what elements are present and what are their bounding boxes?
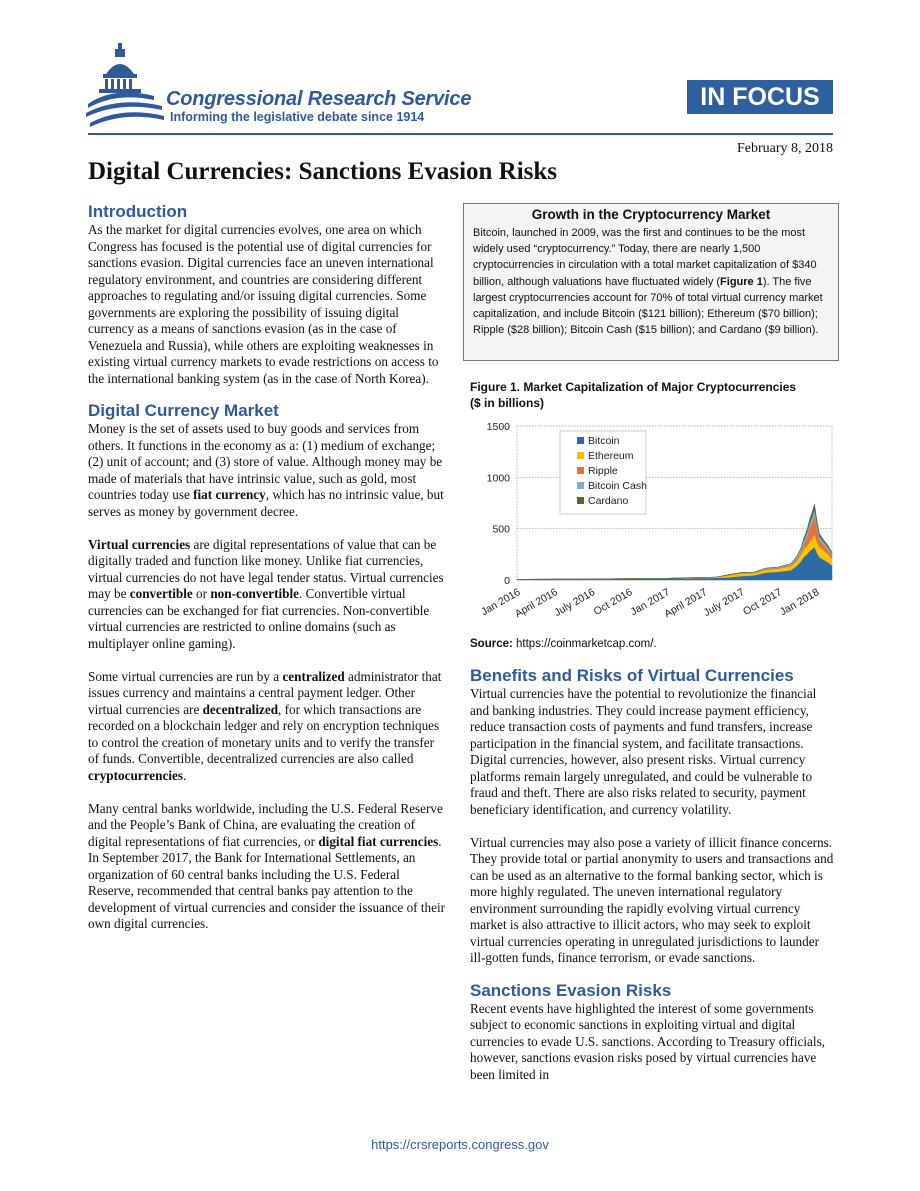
- figure-caption: Figure 1. Market Capitalization of Major Cryptocurrencies ($ in billions): [470, 380, 797, 410]
- org-name: Congressional Research Service: [166, 88, 472, 110]
- intro-paragraph: As the market for digital currencies evolves, one area on which Congress has focused is the potential use of digital currencies for sanctions evasion. Digital currencies face an uneven international regulatory environment, and countries are considering different approaches to regulating and/or issuing digital currencies. Some governments are exploring the possibility of issuing digital currency as a means of sanctions evasion (as in the case of Venezuela and Russia), while others are exploiting weaknesses in existing virtual currency markets to evade restrictions on access to the international banking system (as in the case of North Korea).: [88, 222, 439, 386]
- term-cryptocurrencies: cryptocurrencies: [88, 767, 183, 783]
- source-url: https://coinmarketcap.com/.: [512, 638, 657, 650]
- text-run: Money is the set of assets used to buy goods and services from others. It functions in the economy as a: (1) medium of exchange; (2) unit of account; and (3) store of value. Although money may be made of materials that have intrinsic value, such as gold, most countries today use: [88, 421, 443, 502]
- virtual-currencies-paragraph: [88, 537, 448, 653]
- text-run: or: [192, 586, 211, 601]
- in-focus-badge: IN FOCUS: [687, 80, 833, 114]
- chart-areas: [517, 504, 832, 580]
- capitol-dome-logo-icon: [84, 40, 168, 130]
- sanctions-heading: Sanctions Evasion Risks: [470, 980, 672, 1000]
- legend-swatch: [577, 437, 584, 444]
- benefits-heading: Benefits and Risks of Virtual Currencies: [470, 666, 794, 685]
- money-paragraph: [88, 421, 448, 520]
- left-column: [88, 202, 448, 933]
- right-column: [470, 666, 834, 1083]
- chart-y-axis: [487, 421, 511, 587]
- text-run: administrator that issues currency and maintains a central payment ledger. Other virtual currencies are: [88, 668, 442, 717]
- central-banks-paragraph: [88, 801, 448, 933]
- benefits-paragraph-1: Virtual currencies have the potential to revolutionize the financial and banking industries. They could increase payment efficiency, reduce transaction costs of payments and fund transfers, increase participation in the financial system, and facilitate transactions. Digital currencies, however, also present risks. Virtual currency platforms remain largely unregulated, and could be vulnerable to fraud and theft. There are also risks related to security, payment beneficiary identification, and currency volatility.: [470, 686, 817, 817]
- header-rule: [88, 133, 833, 135]
- term-non-convertible: non-convertible: [210, 586, 299, 601]
- x-tick-label: Jan 2017: [628, 586, 672, 619]
- legend-label: Ripple: [588, 465, 618, 477]
- legend-label: Ethereum: [588, 450, 634, 462]
- term-virtual-currencies: Virtual currencies: [88, 536, 191, 552]
- page-title: Digital Currencies: Sanctions Evasion Risks: [88, 158, 558, 185]
- footer-url-link[interactable]: https://crsreports.congress.gov: [371, 1137, 549, 1152]
- chart-x-axis: [479, 586, 821, 620]
- x-tick-label: April 2017: [662, 586, 710, 621]
- legend-swatch: [577, 497, 584, 504]
- term-convertible: convertible: [129, 586, 193, 601]
- x-tick-label: April 2016: [512, 586, 560, 621]
- x-tick-label: July 2016: [552, 586, 598, 620]
- x-tick-label: Oct 2016: [591, 586, 635, 618]
- chart-legend: [560, 431, 647, 514]
- term-fiat-currency: fiat currency: [193, 487, 266, 502]
- text-run: . In September 2017, the Bank for International Settlements, an organization of 60 central banks including the U.S. Federal Reserve, recommended that central banks pay attention to the development of virtual currencies and consider the issuance of their own digital currencies.: [88, 833, 446, 931]
- y-tick-label: 0: [504, 575, 510, 587]
- y-tick-label: 500: [492, 523, 510, 536]
- publication-date: February 8, 2018: [736, 141, 833, 156]
- legend-swatch: [577, 452, 584, 459]
- market-cap-chart: [470, 416, 834, 634]
- text-run: , for which transactions are recorded on a blockchain ledger and rely on encryption techniques to control the creation of monetary units and to verify the transfer of funds. Convertible, decentralized currencies are also called: [88, 701, 440, 766]
- y-tick-label: 1500: [486, 421, 510, 433]
- text-run: are digital representations of value that can be digitally traded and function like money. Unlike fiat currencies, virtual currencies do not have legal tender status. Virtual currencies may be: [88, 536, 444, 601]
- intro-heading: Introduction: [88, 202, 188, 221]
- benefits-paragraph-2: Virtual currencies may also pose a variety of illicit finance concerns. They provide total or partial anonymity to users and transactions and can be used as an alternative to the formal banking sector, which is more highly regulated. The uneven international regulatory environment surrounding the rapidly evolving virtual currency market is also attractive to illicit actors, who may seek to exploit virtual currencies operating in unregulated jurisdictions to launder ill-gotten funds, finance terrorism, or evade sanctions.: [470, 834, 834, 965]
- figure-reference: Figure 1: [720, 275, 763, 288]
- term-centralized: centralized: [282, 668, 345, 684]
- org-tagline: Informing the legislative debate since 1914: [170, 110, 425, 124]
- source-label: Source:: [470, 638, 513, 650]
- text-run: ). The five largest cryptocurrencies account for 70% of total virtual currency market capitalization, and include Bitcoin ($121 billion); Ethereum ($70 billion); Ripple ($28 billion); Bitcoin Cash ($15 billion); and Cardano ($9 billion).: [473, 275, 823, 337]
- market-heading: Digital Currency Market: [88, 401, 279, 420]
- x-tick-label: Jan 2018: [777, 586, 822, 619]
- legend-swatch: [577, 467, 584, 474]
- x-tick-label: July 2017: [701, 586, 747, 620]
- text-run: . Convertible virtual currencies can be exchanged for fiat currencies. Non-convertible virtual currencies are restricted to online domains (such as multiplayer online gaming).: [88, 586, 430, 651]
- sidebar-title: Growth in the Cryptocurrency Market: [531, 207, 771, 222]
- text-run: Bitcoin, launched in 2009, was the first and continues to be the most widely used “cryptocurrency.” Today, there are nearly 1,500 cryptocurrencies in circulation with a total market capitalization of $340 billion, although valuations have fluctuated widely (: [473, 227, 817, 288]
- sanctions-paragraph: Recent events have highlighted the interest of some governments subject to economic sanctions in exploiting virtual and digital currencies to evade U.S. sanctions. According to Treasury officials, however, sanctions evasion risks posed by virtual currencies have been limited in: [470, 1000, 826, 1082]
- area-bitcoin: [517, 547, 832, 580]
- x-tick-label: Jan 2016: [479, 586, 523, 619]
- sidebar-text: [473, 225, 829, 338]
- x-tick-label: Oct 2017: [741, 586, 784, 618]
- text-run: , which has no intrinsic value, but serves as money by government decree.: [88, 487, 444, 519]
- text-run: Some virtual currencies are run by a: [88, 668, 283, 684]
- text-run: Many central banks worldwide, including the U.S. Federal Reserve and the People’s Bank of China, are evaluating the creation of digital representations of fiat currencies, or: [88, 800, 443, 849]
- term-digital-fiat-currencies: digital fiat currencies: [318, 833, 439, 849]
- term-decentralized: decentralized: [202, 701, 279, 717]
- legend-swatch: [577, 482, 584, 489]
- legend-label: Bitcoin: [588, 435, 620, 447]
- sidebar-box: [463, 203, 839, 361]
- centralized-paragraph: [88, 669, 448, 785]
- y-tick-label: 1000: [486, 472, 510, 485]
- figure-source: [470, 638, 657, 650]
- text-run: .: [182, 767, 187, 783]
- legend-label: Cardano: [588, 495, 629, 507]
- legend-label: Bitcoin Cash: [588, 480, 647, 492]
